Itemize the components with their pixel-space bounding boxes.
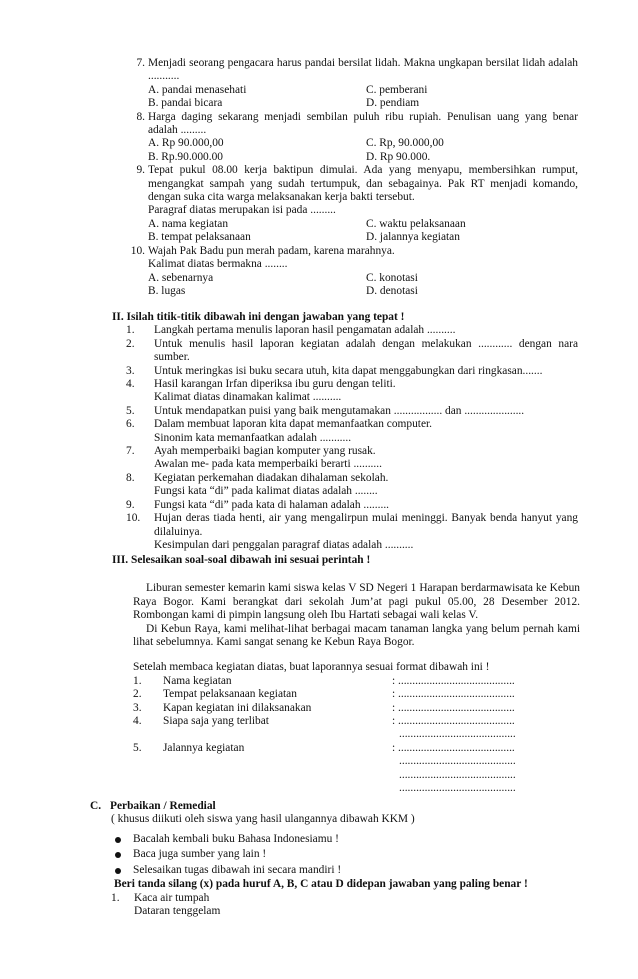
remedial-section [0,800,638,919]
bullet-text: Baca juga sumber yang lain ! [133,848,267,861]
question-prompt: Paragraf diatas merupakan isi pada ......... [148,204,336,217]
item-text: Kalimat diatas dinamakan kalimat .......... [154,391,342,404]
bullet-icon [115,837,121,843]
report-field-1 [0,675,638,688]
bullet-icon [115,852,121,858]
option-b: B. lugas [148,284,186,297]
item-text: Hujan deras tiada henti, air yang mengalirpun mulai meninggi. Banyak benda hanyut yang dilaluinya. [154,512,578,538]
option-c: C. pemberani [366,83,428,96]
item-text: Untuk meringkas isi buku secara utuh, kita dapat menggabungkan dari ringkasan....... [154,364,543,377]
item-number: 9. [126,498,135,511]
bullet-text: Selesaikan tugas dibawah ini secara mandiri ! [133,863,342,876]
question-text: Harga daging sekarang menjadi sembilan puluh ribu rupiah. Penulisan uang yang benar adalah ......... [148,110,578,137]
question-number: 8. [136,110,145,123]
item-text: Kesimpulan dari penggalan paragraf diatas adalah .......... [154,538,414,551]
fill-item [0,472,638,499]
field-blank[interactable]: : ......................................... [392,674,515,687]
bullet-item [0,832,638,848]
section-title: Perbaikan / Remedial [110,800,216,812]
field-label: Tempat pelaksanaan kegiatan [163,688,297,701]
item-text: Hasil karangan Irfan diperiksa ibu guru dengan teliti. [154,378,396,391]
question-prompt: Kalimat diatas bermakna ........ [148,258,288,271]
field-label: Siapa saja yang terlibat [163,715,269,728]
question-10-options [0,272,638,299]
option-c: C. Rp, 90.000,00 [366,137,444,150]
question-number: 7. [136,57,145,69]
option-d: D. pendiam [366,97,420,110]
report-instruction: Setelah membaca kegiatan diatas, buat laporannya sesuai format dibawah ini ! [133,661,490,674]
item-text: Sinonim kata memanfaatkan adalah ........... [154,431,352,444]
field-label: Nama kegiatan [163,674,232,687]
item-text: Fungsi kata “di” pada kata di halaman adalah ......... [154,498,390,511]
option-a: A. Rp 90.000,00 [148,137,224,150]
item-number: 2. [126,337,135,350]
field-blank-extra[interactable]: ......................................... [399,755,516,768]
field-number: 5. [133,741,142,754]
question-number: 10. [130,244,145,257]
report-field-5-extra-1 [0,755,638,768]
field-blank[interactable]: : ......................................... [392,715,515,728]
story-paragraph-2: Di Kebun Raya, kami melihat-lihat berbagai macam tanaman langka yang belum pernah kami lihat sebelumnya. Kami sangat senang ke Kebun Raya Bogor. [133,622,580,649]
remedial-instruction: Beri tanda silang (x) pada huruf A, B, C atau D didepan jawaban yang paling benar ! [114,878,528,891]
question-text: Tepat pukul 08.00 kerja baktipun dimulai. Ada yang menyapu, membersihkan rumput, mengangkat sampah yang sudah tertumpuk, dan sebagainya. Pak RT menjadi komando, dengan suka cita warga melaksanakan kerja bakti tersebut. [148,164,578,204]
fill-item [0,499,638,512]
option-c: C. konotasi [366,271,418,284]
item-number: 7. [126,445,135,458]
option-a: A. sebenarnya [148,271,214,284]
option-a: A. pandai menasehati [148,83,247,96]
item-number: 6. [126,418,135,431]
item-text: Fungsi kata “di” pada kalimat diatas adalah ........ [154,485,378,498]
remedial-question-1 [0,892,638,919]
part3-tasks [0,554,638,795]
field-number: 3. [133,701,142,714]
fill-item [0,324,638,337]
report-field-2 [0,688,638,701]
item-number: 10. [126,512,141,525]
item-number: 5. [126,404,135,417]
part1-questions [0,57,638,298]
fill-item [0,378,638,405]
option-d: D. Rp 90.000. [366,150,431,163]
fill-item [0,405,638,418]
field-blank-extra[interactable]: ......................................... [399,728,516,741]
fill-item [0,338,638,365]
report-field-3 [0,702,638,715]
part2-fill-in [0,311,638,552]
item-number: 8. [126,471,135,484]
report-field-5 [0,742,638,755]
option-b: B. pandai bicara [148,97,223,110]
bullet-text: Bacalah kembali buku Bahasa Indonesiamu ! [133,832,339,845]
item-text: Kegiatan perkemahan diadakan dihalaman sekolah. [154,471,389,484]
remedial-title [0,800,638,813]
field-blank[interactable]: : ......................................... [392,688,515,701]
option-a: A. nama kegiatan [148,217,229,230]
fill-item [0,445,638,472]
question-7-options [0,84,638,111]
question-7 [0,57,638,84]
field-blank-extra[interactable]: ......................................... [399,781,516,794]
question-number: 1. [111,891,120,904]
question-9 [0,164,638,218]
story-paragraph-1: Liburan semester kemarin kami siswa kelas V SD Negeri 1 Harapan berdarmawisata ke Kebun Raya Bogor. Kami berangkat dari sekolah Jum’at pagi pukul 05.00, 28 Desember 2012. Rombongan kami di pimpin langsung oleh Ibu Hartati sebagai wali kelas V. [133,582,580,622]
report-field-4-extra [0,728,638,741]
remedial-subtitle: ( khusus diikuti oleh siswa yang hasil ulangannya dibawah KKM ) [111,813,415,826]
field-label: Kapan kegiatan ini dilaksanakan [163,701,312,714]
report-field-5-extra-3 [0,782,638,795]
question-10 [0,245,638,272]
section-letter: C. [90,800,102,812]
question-8-options [0,137,638,164]
question-text: Menjadi seorang pengacara harus pandai bersilat lidah. Makna ungkapan bersilat lidah adalah ........... [148,57,578,83]
part3-heading: III. Selesaikan soal-soal dibawah ini sesuai perintah ! [112,554,371,566]
field-number: 2. [133,688,142,701]
bullet-item [0,847,638,863]
item-text: Langkah pertama menulis laporan hasil pengamatan adalah .......... [154,324,456,337]
item-text: Ayah memperbaiki bagian komputer yang rusak. [154,445,376,458]
bullet-icon [115,868,121,874]
option-d: D. jalannya kegiatan [366,231,460,244]
question-text: Wajah Pak Badu pun merah padam, karena marahnya. [148,244,395,257]
fill-item [0,365,638,378]
bullet-item [0,863,638,879]
question-8 [0,111,638,138]
item-text: Untuk mendapatkan puisi yang baik mengutamakan ................. dan ..................... [154,404,525,417]
field-label: Jalannya kegiatan [163,741,245,754]
item-text: Dalam membuat laporan kita dapat memanfaatkan computer. [154,418,433,431]
field-number: 1. [133,674,142,687]
item-text: Awalan me- pada kata memperbaiki berarti .......... [154,458,382,471]
option-c: C. waktu pelaksanaan [366,217,466,230]
item-text: Untuk menulis hasil laporan kegiatan adalah dengan melakukan ............ dengan nara sumber. [154,337,578,364]
field-blank-extra[interactable]: ......................................... [399,768,516,781]
field-blank[interactable]: : ......................................... [392,741,515,754]
item-number: 3. [126,364,135,377]
part2-heading: II. Isilah titik-titik dibawah ini dengan jawaban yang tepat ! [112,311,405,323]
field-blank[interactable]: : ......................................... [392,701,515,714]
option-d: D. denotasi [366,284,418,297]
item-number: 4. [126,378,135,391]
report-field-5-extra-2 [0,769,638,782]
question-9-options [0,218,638,245]
field-number: 4. [133,715,142,728]
question-number: 9. [136,164,145,177]
question-line: Kaca air tumpah [134,891,210,904]
option-b: B. Rp.90.000.00 [148,150,223,163]
item-number: 1. [126,324,135,337]
fill-item [0,512,638,552]
question-line: Dataran tenggelam [134,905,221,918]
option-b: B. tempat pelaksanaan [148,231,251,244]
fill-item [0,418,638,445]
part2-items [0,324,638,552]
report-field-4 [0,715,638,728]
